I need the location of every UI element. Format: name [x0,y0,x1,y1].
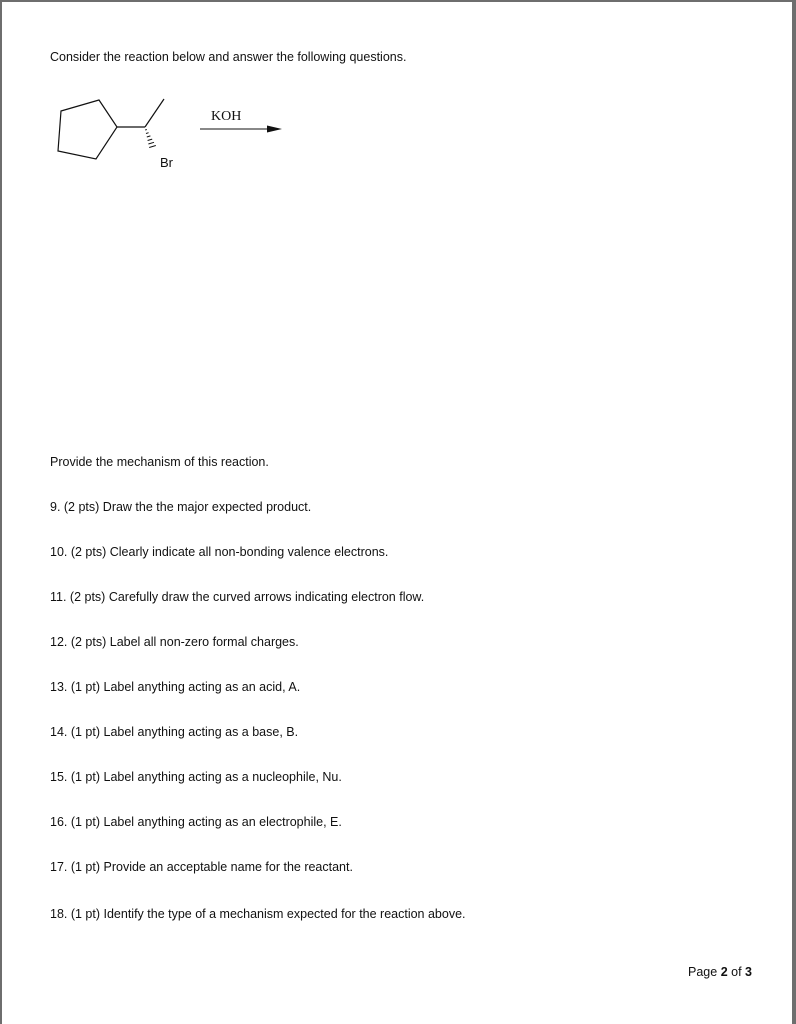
page-total: 3 [745,965,752,979]
question-18: 18. (1 pt) Identify the type of a mechanism expected for the reaction above. [50,907,466,921]
question-9: 9. (2 pts) Draw the the major expected product. [50,500,312,514]
page-of: of [731,965,742,979]
methyl-bond [145,99,164,127]
question-13: 13. (1 pt) Label anything acting as an acid, A. [50,680,301,694]
hashed-wedge-bond [145,130,156,148]
page-prefix: Page [688,965,718,979]
reagent-label: KOH [211,109,242,124]
question-11: 11. (2 pts) Carefully draw the curved arrows indicating electron flow. [50,590,425,604]
cyclopentane-ring [58,100,117,159]
reaction-arrow-head [267,126,282,133]
reactant-structure [42,87,302,187]
question-14: 14. (1 pt) Label anything acting as a base, B. [50,725,299,739]
intro-text: Consider the reaction below and answer the following questions. [50,50,407,64]
question-12: 12. (2 pts) Label all non-zero formal charges. [50,635,299,649]
question-17: 17. (1 pt) Provide an acceptable name for the reactant. [50,860,353,874]
document-page [2,2,792,1024]
mechanism-prompt: Provide the mechanism of this reaction. [50,455,269,469]
reaction-scheme [42,87,302,187]
bromine-label: Br [160,155,173,170]
question-15: 15. (1 pt) Label anything acting as a nucleophile, Nu. [50,770,342,784]
question-16: 16. (1 pt) Label anything acting as an electrophile, E. [50,815,342,829]
page-current: 2 [720,965,728,979]
page-number [688,964,752,980]
question-10: 10. (2 pts) Clearly indicate all non-bonding valence electrons. [50,545,389,559]
